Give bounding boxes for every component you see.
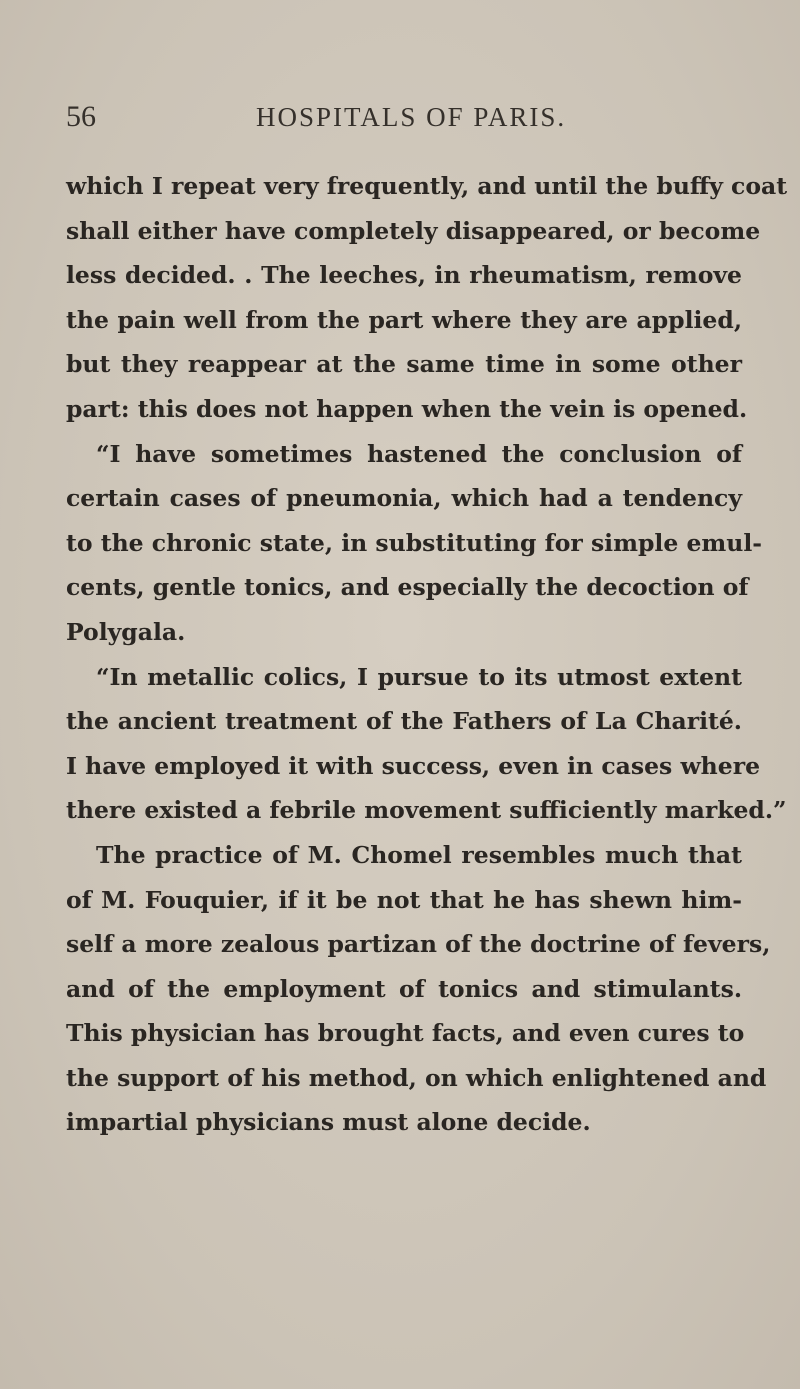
text-line: impartial physicians must alone decide.	[66, 1108, 591, 1137]
text-line: Polygala.	[66, 617, 186, 646]
body-text	[66, 164, 788, 1145]
text-line: This physician has brought facts, and even cures to	[66, 1019, 745, 1048]
text-line: shall either have completely disappeared, or become	[66, 216, 761, 245]
text-line: “I have sometimes hastened the conclusion of	[96, 439, 742, 468]
text-line: the pain well from the part where they are applied,	[66, 305, 742, 334]
text-line: but they reappear at the same time in some other	[66, 350, 742, 379]
text-line: cents, gentle tonics, and especially the decoction of	[66, 573, 749, 602]
text-line: certain cases of pneumonia, which had a tendency	[66, 484, 742, 513]
text-line: and of the employment of tonics and stimulants.	[66, 974, 742, 1003]
text-line: “In metallic colics, I pursue to its utmost extent	[96, 662, 742, 691]
text-line: there existed a febrile movement sufficiently marked.”	[66, 796, 787, 825]
running-title: HOSPITALS OF PARIS.	[256, 102, 567, 132]
text-line: which I repeat very frequently, and until the buffy coat	[66, 172, 788, 200]
text-line: the support of his method, on which enlightened and	[66, 1063, 767, 1092]
text-line: of M. Fouquier, if it be not that he has shewn him-	[66, 885, 742, 914]
text-line: part: this does not happen when the vein is opened.	[66, 394, 748, 423]
page-number: 56	[66, 100, 96, 133]
text-line: I have employed it with success, even in cases where	[66, 751, 761, 780]
text-line: the ancient treatment of the Fathers of La Charité.	[66, 707, 742, 736]
page-header	[66, 100, 750, 140]
text-line: to the chronic state, in substituting for simple emul-	[66, 528, 763, 557]
text-line: less decided. . The leeches, in rheumatism, remove	[66, 261, 742, 290]
text-line: self a more zealous partizan of the doctrine of fevers,	[66, 930, 771, 959]
text-line: The practice of M. Chomel resembles much that	[96, 840, 742, 869]
